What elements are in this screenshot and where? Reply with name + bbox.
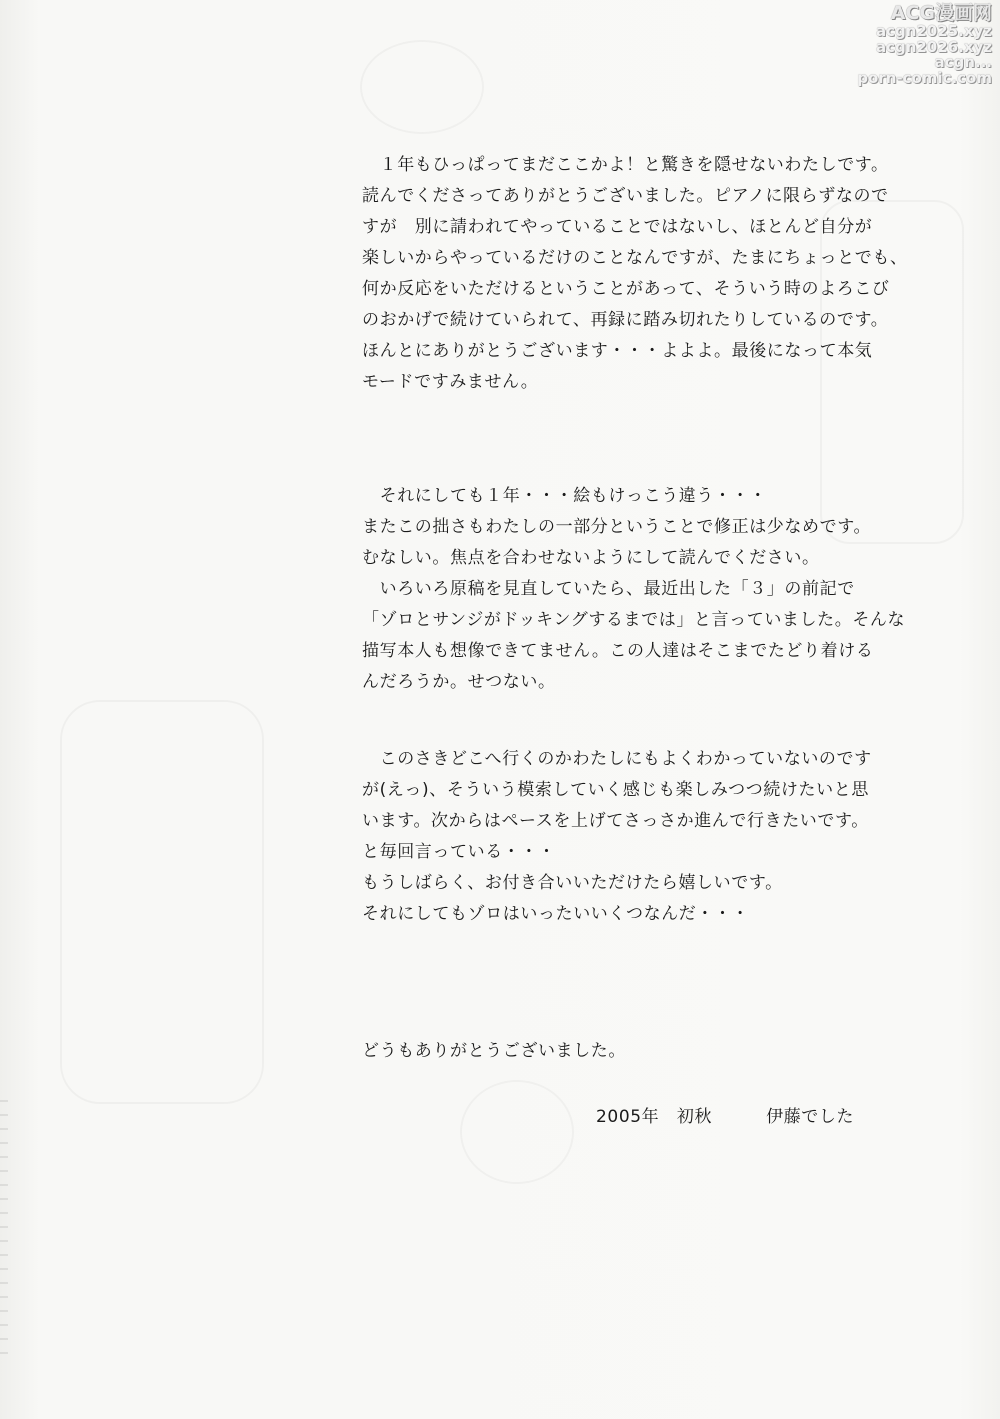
text-line: すが 別に請われてやっていることではないし、ほとんど自分が	[362, 217, 873, 237]
text-line: ほんとにありがとうございます・・・よよよ。最後になって本気	[362, 341, 873, 361]
text-line: それにしてもゾロはいったいいくつなんだ・・・	[362, 904, 750, 924]
watermark-brand: ACG漫画网	[890, 2, 992, 24]
signature-date: 2005年 初秋	[596, 1107, 713, 1127]
paragraph-2	[362, 481, 906, 698]
text-line: このさきどこへ行くのかわたしにもよくわかっていないのです	[362, 749, 872, 769]
bleed-through-shape	[360, 40, 484, 134]
text-line: 描写本人も想像できてません。この人達はそこまでたどり着ける	[362, 641, 874, 661]
text-line: それにしても１年・・・絵もけっこう違う・・・	[362, 486, 767, 506]
text-line: います。次からはペースを上げてさっさか進んで行きたいです。	[362, 811, 869, 831]
text-line: むなしい。焦点を合わせないようにして読んでください。	[362, 548, 820, 568]
text-line: 楽しいからやっているだけのことなんですが、たまにちょっとでも、	[362, 248, 908, 268]
paragraph-3	[362, 744, 902, 930]
text-line: のおかげで続けていられて、再録に踏み切れたりしているのです。	[362, 310, 889, 330]
paragraph-1	[362, 150, 908, 398]
bleed-through-shape	[60, 700, 264, 1104]
text-line: んだろうか。せつない。	[362, 672, 556, 692]
watermark	[854, 4, 992, 87]
text-line: 「ゾロとサンジがドッキングするまでは」と言っていました。そんな	[362, 610, 906, 630]
text-line: が(えっ)、そういう模索していく感じも楽しみつつ続けたいと思	[362, 780, 869, 800]
signature	[596, 1102, 854, 1127]
text-line: いろいろ原稿を見直していたら、最近出した「３」の前記で	[362, 579, 855, 599]
watermark-line: porn-comic.com	[857, 69, 992, 88]
text-line: もうしばらく、お付き合いいただけたら嬉しいです。	[362, 873, 783, 893]
watermark-line: acgn2025.xyz	[875, 21, 992, 40]
text-line: 読んでくださってありがとうございました。ピアノに限らずなので	[362, 186, 889, 206]
watermark-line: acgn...	[934, 53, 992, 72]
bleed-through-shape	[460, 1080, 574, 1184]
text-line: １年もひっぱってまだここかよ！と驚きを隠せないわたしです。	[362, 155, 889, 175]
watermark-line: acgn2026.xyz	[875, 37, 992, 56]
text-line: どうもありがとうございました。	[362, 1041, 626, 1061]
text-line: 何か反応をいただけるということがあって、そういう時のよろこび	[362, 279, 890, 299]
text-line: モードですみません。	[362, 372, 539, 392]
signature-author: 伊藤でした	[766, 1107, 855, 1127]
paragraph-closing	[362, 1036, 902, 1067]
page-edge-marks	[0, 1100, 8, 1360]
text-line: と毎回言っている・・・	[362, 842, 556, 862]
text-line: またこの拙さもわたしの一部分ということで修正は少なめです。	[362, 517, 872, 537]
